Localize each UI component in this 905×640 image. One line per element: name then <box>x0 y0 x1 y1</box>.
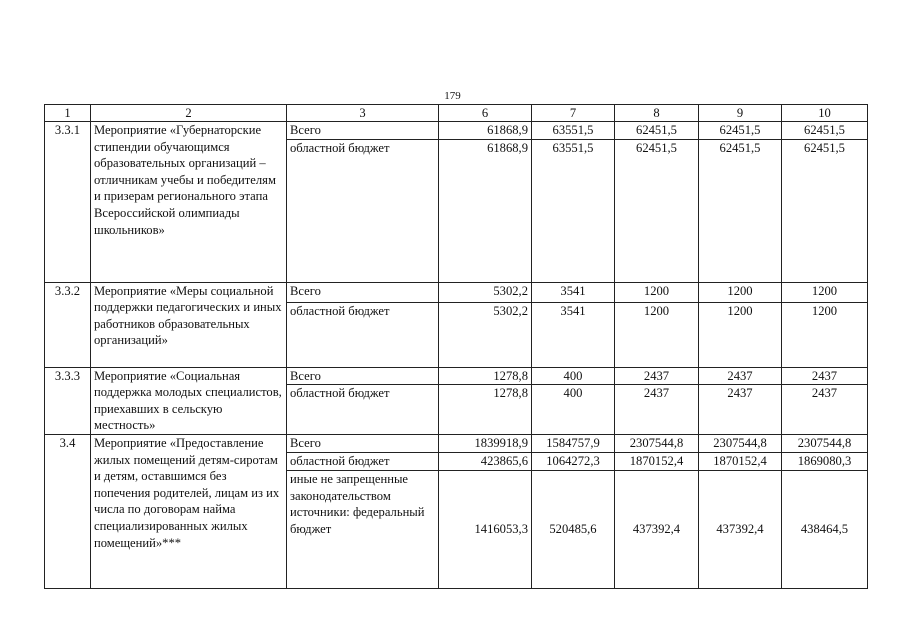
source-label: Всего <box>287 434 439 452</box>
value-cell: 1870152,4 <box>615 452 699 470</box>
value-cell: 1064272,3 <box>532 452 615 470</box>
value-cell: 1416053,3 <box>439 470 532 588</box>
column-header: 7 <box>532 105 615 122</box>
column-header: 1 <box>45 105 91 122</box>
source-label: областной бюджет <box>287 452 439 470</box>
value-cell: 2437 <box>699 367 782 385</box>
row-id: 3.3.3 <box>45 367 91 434</box>
value-cell: 1869080,3 <box>782 452 868 470</box>
value-cell: 5302,2 <box>439 302 532 367</box>
value-cell: 423865,6 <box>439 452 532 470</box>
value-cell: 3541 <box>532 282 615 302</box>
value-cell: 63551,5 <box>532 122 615 140</box>
row-description: Мероприятие «Социальная поддержка молодых специалистов, приехавших в сельскую местность» <box>91 367 287 434</box>
source-label: Всего <box>287 122 439 140</box>
page-number: 179 <box>444 90 461 102</box>
table-row <box>45 434 868 452</box>
value-cell: 62451,5 <box>782 139 868 282</box>
source-label: областной бюджет <box>287 385 439 435</box>
value-cell: 5302,2 <box>439 282 532 302</box>
value-cell: 62451,5 <box>615 139 699 282</box>
value-cell: 1200 <box>699 282 782 302</box>
value-cell: 2437 <box>615 367 699 385</box>
value-cell: 61868,9 <box>439 122 532 140</box>
table-row <box>45 122 868 140</box>
column-header: 8 <box>615 105 699 122</box>
value-cell: 1200 <box>782 302 868 367</box>
value-cell: 61868,9 <box>439 139 532 282</box>
row-id: 3.4 <box>45 434 91 588</box>
value-cell: 1200 <box>699 302 782 367</box>
value-cell: 1200 <box>615 302 699 367</box>
table-row <box>45 367 868 385</box>
column-header: 3 <box>287 105 439 122</box>
value-cell: 438464,5 <box>782 470 868 588</box>
value-cell: 62451,5 <box>699 122 782 140</box>
value-cell: 400 <box>532 385 615 435</box>
source-label: иные не запрещенные законодательством источники: федеральный бюджет <box>287 470 439 588</box>
header-row <box>45 105 868 122</box>
value-cell: 1870152,4 <box>699 452 782 470</box>
source-label: Всего <box>287 282 439 302</box>
row-id: 3.3.2 <box>45 282 91 367</box>
value-cell: 1200 <box>615 282 699 302</box>
value-cell: 2437 <box>699 385 782 435</box>
value-cell: 62451,5 <box>699 139 782 282</box>
source-label: областной бюджет <box>287 139 439 282</box>
value-cell: 1200 <box>782 282 868 302</box>
value-cell: 2437 <box>615 385 699 435</box>
value-cell: 437392,4 <box>699 470 782 588</box>
value-cell: 2307544,8 <box>699 434 782 452</box>
column-header: 2 <box>91 105 287 122</box>
row-description: Мероприятие «Губернаторские стипендии обучающимся образовательных организаций – отличникам учебы и победителям и призерам регионального этапа Всероссийской олимпиады школьников» <box>91 122 287 283</box>
column-header: 9 <box>699 105 782 122</box>
value-cell: 3541 <box>532 302 615 367</box>
value-cell: 63551,5 <box>532 139 615 282</box>
value-cell: 520485,6 <box>532 470 615 588</box>
source-label: областной бюджет <box>287 302 439 367</box>
column-header: 6 <box>439 105 532 122</box>
row-description: Мероприятие «Предоставление жилых помещений детям-сиротам и детям, оставшимся без попечения родителей, лицам из их числа по договорам найма специализированных жилых помещений»*** <box>91 434 287 588</box>
value-cell: 1839918,9 <box>439 434 532 452</box>
value-cell: 1278,8 <box>439 367 532 385</box>
value-cell: 62451,5 <box>615 122 699 140</box>
value-cell: 62451,5 <box>782 122 868 140</box>
row-id: 3.3.1 <box>45 122 91 283</box>
budget-table <box>44 104 868 589</box>
value-cell: 2437 <box>782 367 868 385</box>
value-cell: 400 <box>532 367 615 385</box>
value-cell: 1278,8 <box>439 385 532 435</box>
value-cell: 437392,4 <box>615 470 699 588</box>
source-label: Всего <box>287 367 439 385</box>
value-cell: 2307544,8 <box>782 434 868 452</box>
column-header: 10 <box>782 105 868 122</box>
value-cell: 1584757,9 <box>532 434 615 452</box>
value-cell: 2437 <box>782 385 868 435</box>
table-row <box>45 282 868 302</box>
value-cell: 2307544,8 <box>615 434 699 452</box>
row-description: Мероприятие «Меры социальной поддержки педагогических и иных работников образовательных организаций» <box>91 282 287 367</box>
